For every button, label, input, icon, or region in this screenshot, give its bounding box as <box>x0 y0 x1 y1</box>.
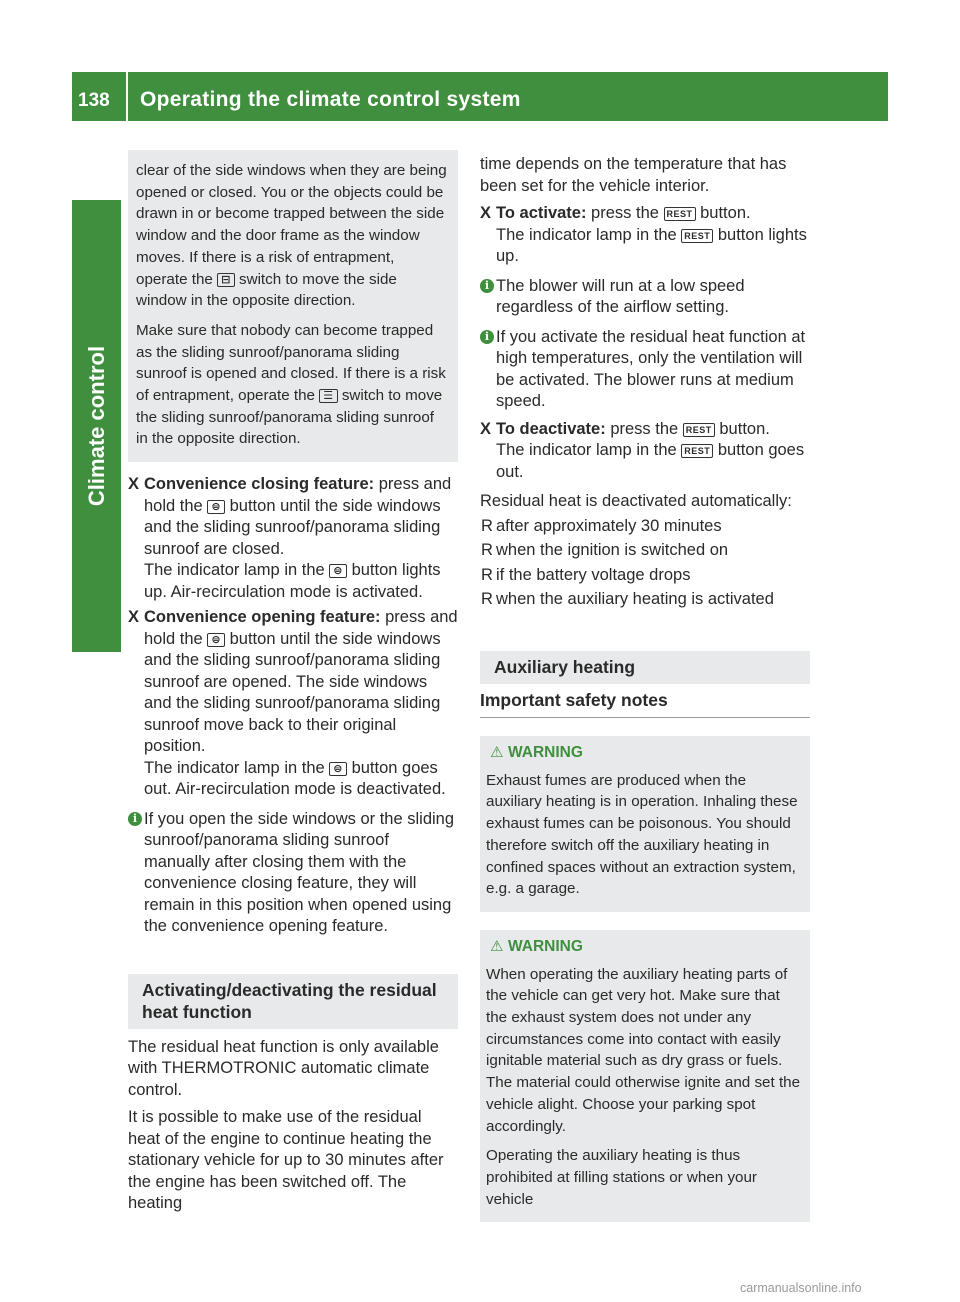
warning-text: When operating the auxiliary heating parts of the vehicle can get very hot. Make sure that the exhaust system does not under any circumstances come into contact with easily ignitable material such as dry grass or fuels. The material could otherwise ignite and set the vehicle alight. Choose your parking spot accordingly. <box>486 965 801 1135</box>
section-heading: Auxiliary heating <box>480 651 810 684</box>
box-paragraph: Make sure that nobody can become trapped as the sliding sunroof/panorama sliding sunroof is opened and closed. If there is a risk of entrapment, operate the ☰ switch to move the sliding sunroof/panorama sliding sunroof in the opposite direction. <box>136 321 446 448</box>
right-column <box>480 150 810 1222</box>
info-note: i If you activate the residual heat function at high temperatures, only the ventilation will be activated. The blower runs at medium speed. <box>480 327 810 413</box>
bullet-icon: R <box>481 590 493 608</box>
warning-box <box>480 736 810 912</box>
instruction-step: X To deactivate: press the REST button. The indicator lamp in the REST button goes out. <box>480 419 805 481</box>
left-column <box>128 150 458 1215</box>
instruction-step: X Convenience opening feature: press and hold the ⊜ button until the side windows and the sliding sunroof/panorama sliding sunroof are opened. The side windows and the sliding sunroof/panorama sliding sunroof move back to their original position. The indicator lamp in the ⊜ button goes out. Air-recirculation mode is deactivated. <box>128 608 458 799</box>
bullet-list <box>480 516 810 611</box>
recirculation-button-icon: ⊜ <box>207 633 225 647</box>
list-item: R when the auxiliary heating is activated <box>480 589 810 611</box>
warning-box <box>480 930 810 1222</box>
info-icon: i <box>128 812 142 826</box>
chapter-tab-label: Climate control <box>84 345 109 507</box>
page-number: 138 <box>78 90 110 111</box>
warning-icon: ⚠ <box>490 936 504 955</box>
step-marker-icon: X <box>480 419 492 438</box>
rest-button-icon: REST <box>681 229 713 243</box>
info-icon: i <box>480 279 494 293</box>
step-marker-icon: X <box>128 475 140 494</box>
header-divider <box>126 72 128 121</box>
bullet-icon: R <box>481 516 493 535</box>
warning-continuation-box <box>128 150 458 462</box>
sunroof-switch-icon: ☰ <box>319 389 337 403</box>
rest-button-icon: REST <box>681 444 713 458</box>
box-paragraph: clear of the side windows when they are being opened or closed. You or the objects could be drawn in or become trapped between the side window and the door frame as the window moves. If there is a risk of entrapment, operate the ⊟ switch to move the side window in the opposite direction. <box>136 162 447 310</box>
bullet-icon: R <box>481 541 493 559</box>
rest-button-icon: REST <box>683 423 715 437</box>
warning-text: Operating the auxiliary heating is thus prohibited at filling stations or when your vehicle <box>486 1147 757 1208</box>
subsection-heading: Important safety notes <box>480 690 810 719</box>
instruction-step: X Convenience closing feature: press and hold the ⊜ button until the side windows and the sliding sunroof/panorama sliding sunroof are closed. The indicator lamp in the ⊜ button lights up. Air-recirculation mode is activated. <box>128 475 452 601</box>
instruction-step: X To activate: press the REST button. The indicator lamp in the REST button lights up. <box>480 204 807 265</box>
list-item: R if the battery voltage drops <box>480 565 810 587</box>
list-item: R when the ignition is switched on <box>480 540 810 562</box>
warning-heading: ⚠ WARNING <box>486 936 804 958</box>
page-title: Operating the climate control system <box>140 88 521 111</box>
list-item: R after approximately 30 minutes <box>480 516 810 538</box>
info-note: i If you open the side windows or the sliding sunroof/panorama sliding sunroof manually after closing them with the convenience closing feature, they will remain in this position when opened using the convenience opening feature. <box>128 809 458 938</box>
warning-text: Exhaust fumes are produced when the auxiliary heating is in operation. Inhaling these exhaust fumes can be poisonous. You should therefore switch off the auxiliary heating in confined spaces without an extraction system, e.g. a garage. <box>486 771 798 898</box>
body-paragraph: time depends on the temperature that has been set for the vehicle interior. <box>480 155 787 195</box>
body-paragraph: It is possible to make use of the residual heat of the engine to continue heating the stationary vehicle for up to 30 minutes after the engine has been switched off. The heating <box>128 1108 444 1213</box>
section-heading: Activating/deactivating the residual heat function <box>128 974 458 1029</box>
window-switch-icon: ⊟ <box>217 273 235 287</box>
info-icon: i <box>480 330 494 344</box>
body-paragraph: Residual heat is deactivated automatically: <box>480 492 792 510</box>
body-paragraph: The residual heat function is only available with THERMOTRONIC automatic climate control. <box>128 1037 439 1099</box>
recirculation-button-icon: ⊜ <box>329 564 347 578</box>
watermark: carmanualsonline.info <box>740 1281 862 1295</box>
recirculation-button-icon: ⊜ <box>329 762 347 776</box>
rest-button-icon: REST <box>664 207 696 221</box>
step-marker-icon: X <box>480 204 492 222</box>
warning-heading: ⚠ WARNING <box>486 742 804 764</box>
recirculation-button-icon: ⊜ <box>207 500 225 514</box>
info-note: i The blower will run at a low speed regardless of the airflow setting. <box>480 276 810 319</box>
warning-icon: ⚠ <box>490 743 504 761</box>
step-marker-icon: X <box>128 608 140 627</box>
bullet-icon: R <box>481 565 493 584</box>
